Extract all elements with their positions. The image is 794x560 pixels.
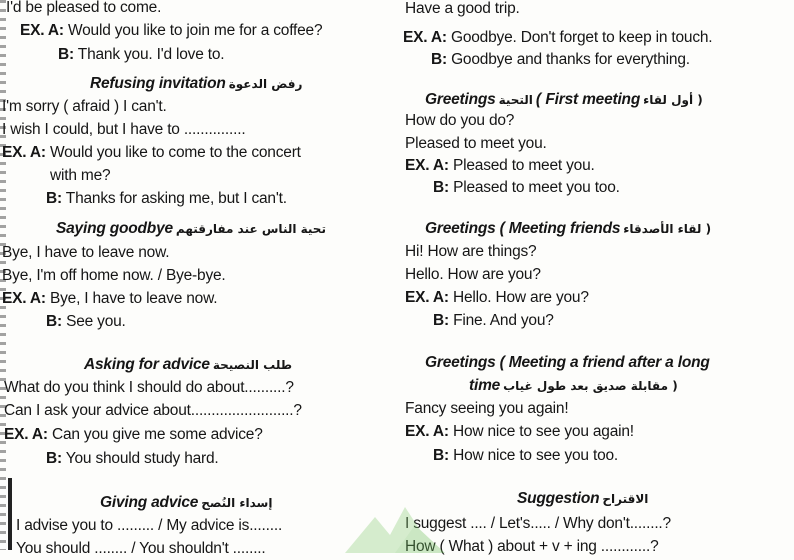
example-line: EX. A: Pleased to meet you.	[405, 157, 595, 174]
phrase-line: I'm sorry ( afraid ) I can't.	[2, 98, 167, 115]
example-line: B: See you.	[46, 313, 126, 330]
section-heading-goodbye: Saying goodbye تحية الناس عند مفارقتهم	[56, 220, 326, 237]
phrase-line: What do you think I should do about..........?	[4, 379, 294, 396]
phrase-line: Bye, I have to leave now.	[2, 244, 170, 261]
example-line: with me?	[50, 167, 111, 184]
phrase-line: Pleased to meet you.	[405, 135, 547, 152]
phrase-line: Hello. How are you?	[405, 266, 541, 283]
example-line: EX. A: Bye, I have to leave now.	[2, 290, 218, 307]
section-heading-greetings-first: Greetings التحية ( First meeting أول لقاء )	[425, 91, 703, 108]
section-heading-greetings-friends: Greetings ( Meeting friends لقاء الأصدقاء )	[425, 220, 711, 237]
phrase-line: I advise you to ......... / My advice is........	[16, 517, 283, 534]
left-column	[0, 0, 392, 557]
section-heading-greetings-long-time-line2: time مقابلة صديق بعد طول غياب )	[469, 377, 678, 394]
example-line: B: Goodbye and thanks for everything.	[431, 51, 690, 68]
example-line: EX. A: Hello. How are you?	[405, 289, 589, 306]
phrase-line: Fancy seeing you again!	[405, 400, 569, 417]
phrase-line: I'd be pleased to come.	[6, 0, 162, 16]
example-line: EX. A: Can you give me some advice?	[4, 426, 263, 443]
section-heading-giving-advice: Giving advice إسداء النُصح	[100, 494, 273, 511]
phrase-line: Hi! How are things?	[405, 243, 537, 260]
section-heading-refusing: Refusing invitation رفض الدعوة	[90, 75, 303, 92]
phrase-line: Bye, I'm off home now. / Bye-bye.	[2, 267, 226, 284]
example-line: EX. A: Would you like to come to the concert	[2, 144, 301, 161]
example-line: B: You should study hard.	[46, 450, 219, 467]
right-column	[397, 0, 794, 555]
example-line: B: How nice to see you too.	[433, 447, 619, 464]
example-line: EX. A: Goodbye. Don't forget to keep in touch.	[403, 29, 713, 46]
phrase-line: Can I ask your advice about.........................?	[4, 402, 302, 419]
example-line: B: Thank you. I'd love to.	[58, 46, 225, 63]
watermark-logo	[335, 495, 455, 555]
section-heading-asking-advice: Asking for advice طلب النصيحة	[84, 356, 293, 373]
phrase-line: How do you do?	[405, 112, 515, 129]
example-line: B: Pleased to meet you too.	[433, 179, 620, 196]
example-line: EX. A: How nice to see you again!	[405, 423, 634, 440]
example-line: B: Fine. And you?	[433, 312, 554, 329]
phrase-line: Have a good trip.	[405, 0, 520, 17]
example-line: EX. A: Would you like to join me for a coffee?	[20, 22, 323, 39]
section-heading-greetings-long-time: Greetings ( Meeting a friend after a long	[425, 354, 710, 371]
phrase-line: You should ........ / You shouldn't ........	[16, 540, 266, 557]
phrase-line: I wish I could, but I have to ...............	[2, 121, 246, 138]
phrase-line: How ( What ) about + v + ing ............?	[405, 538, 659, 555]
example-line: B: Thanks for asking me, but I can't.	[46, 190, 287, 207]
section-heading-suggestion: Suggestion الاقتراح	[517, 490, 649, 507]
phrase-line: I suggest .... / Let's..... / Why don't........?	[405, 515, 671, 532]
